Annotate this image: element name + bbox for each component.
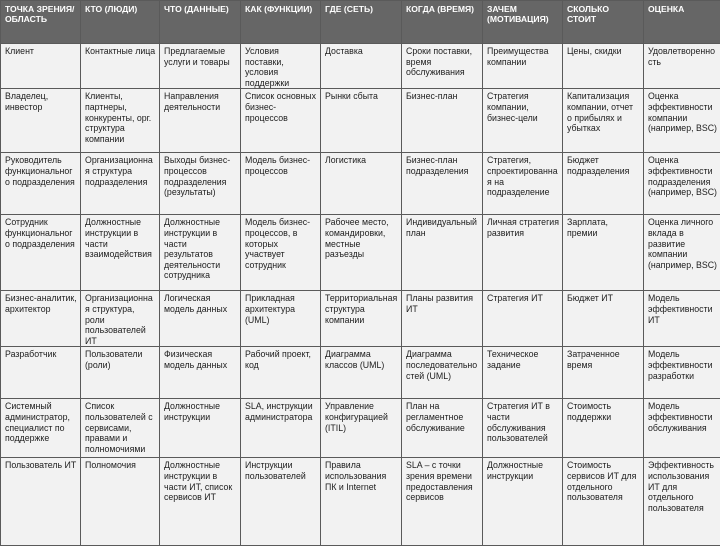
- header-row: [1, 1, 720, 44]
- table-cell: Сроки поставки, время обслуживания: [402, 44, 483, 89]
- table-cell: Список пользователей с сервисами, правами и полномочиями: [81, 399, 160, 458]
- row-header-cell: Системный администратор, специалист по поддержке: [1, 399, 81, 458]
- table-cell: Пользователи (роли): [81, 347, 160, 399]
- row-header-cell: Владелец, инвестор: [1, 89, 81, 153]
- table-cell: Должностные инструкции: [160, 399, 241, 458]
- table-cell: Стратегия ИТ в части обслуживания пользователей: [483, 399, 563, 458]
- table-cell: Организационная структура подразделения: [81, 153, 160, 215]
- row-header-cell: Сотрудник функционального подразделения: [1, 215, 81, 291]
- table-cell: Оценка эффективности подразделения (например, BSC): [644, 153, 720, 215]
- table-cell: Модель эффективности разработки: [644, 347, 720, 399]
- table-cell: Капитализация компании, отчет о прибылях и убытках: [563, 89, 644, 153]
- table-cell: Должностные инструкции в части взаимодействия: [81, 215, 160, 291]
- table-row: [1, 153, 720, 215]
- table-cell: Управление конфигурацией (ITIL): [321, 399, 402, 458]
- table-cell: Контактные лица: [81, 44, 160, 89]
- table-cell: Личная стратегия развития: [483, 215, 563, 291]
- table-cell: Цены, скидки: [563, 44, 644, 89]
- table-cell: Стратегия, спроектированная на подразделение: [483, 153, 563, 215]
- row-header-cell: Клиент: [1, 44, 81, 89]
- header-why: ЗАЧЕМ (МОТИВАЦИЯ): [483, 1, 563, 44]
- table-cell: Инструкции пользователей: [241, 458, 321, 546]
- table-cell: Физическая модель данных: [160, 347, 241, 399]
- table-cell: Планы развития ИТ: [402, 291, 483, 347]
- table-cell: Организационная структура, роли пользователей ИТ: [81, 291, 160, 347]
- table-cell: Стоимость поддержки: [563, 399, 644, 458]
- table-cell: Оценка личного вклада в развитие компании (например, BSC): [644, 215, 720, 291]
- table-row: [1, 44, 720, 89]
- table-cell: Техническое задание: [483, 347, 563, 399]
- table-cell: Диаграмма классов (UML): [321, 347, 402, 399]
- table-cell: Модель эффективности ИТ: [644, 291, 720, 347]
- header-who: КТО (ЛЮДИ): [81, 1, 160, 44]
- table-cell: Направления деятельности: [160, 89, 241, 153]
- row-header-cell: Руководитель функционального подразделения: [1, 153, 81, 215]
- table-cell: План на регламентное обслуживание: [402, 399, 483, 458]
- table-cell: Стратегия компании, бизнес-цели: [483, 89, 563, 153]
- table-cell: Прикладная архитектура (UML): [241, 291, 321, 347]
- table-cell: Логистика: [321, 153, 402, 215]
- table-cell: Бюджет подразделения: [563, 153, 644, 215]
- table-row: [1, 89, 720, 153]
- row-header-cell: Пользователь ИТ: [1, 458, 81, 546]
- header-when: КОГДА (ВРЕМЯ): [402, 1, 483, 44]
- table-cell: Правила использования ПК и Internet: [321, 458, 402, 546]
- table-cell: Должностные инструкции в части ИТ, список сервисов ИТ: [160, 458, 241, 546]
- table-cell: Бюджет ИТ: [563, 291, 644, 347]
- header-evaluation: ОЦЕНКА: [644, 1, 720, 44]
- table-cell: Доставка: [321, 44, 402, 89]
- table-cell: Индивидуальный план: [402, 215, 483, 291]
- table-cell: Зарплата, премии: [563, 215, 644, 291]
- table-cell: Стоимость сервисов ИТ для отдельного пользователя: [563, 458, 644, 546]
- table-row: [1, 347, 720, 399]
- table-row: [1, 458, 720, 546]
- table-row: [1, 291, 720, 347]
- table-cell: Рынки сбыта: [321, 89, 402, 153]
- header-where: ГДЕ (СЕТЬ): [321, 1, 402, 44]
- table-cell: Модель бизнес-процессов: [241, 153, 321, 215]
- row-header-cell: Бизнес-аналитик, архитектор: [1, 291, 81, 347]
- row-header-cell: Разработчик: [1, 347, 81, 399]
- table-cell: SLA, инструкции администратора: [241, 399, 321, 458]
- table-row: [1, 215, 720, 291]
- table-row: [1, 399, 720, 458]
- table-cell: Оценка эффективности компании (например, BSC): [644, 89, 720, 153]
- header-how: КАК (ФУНКЦИИ): [241, 1, 321, 44]
- table-cell: Полномочия: [81, 458, 160, 546]
- table-cell: Предлагаемые услуги и товары: [160, 44, 241, 89]
- header-viewpoint: ТОЧКА ЗРЕНИЯ/ ОБЛАСТЬ: [1, 1, 81, 44]
- table-cell: Эффективность использования ИТ для отдельного пользователя: [644, 458, 720, 546]
- table-cell: SLA – с точки зрения времени предоставления сервисов: [402, 458, 483, 546]
- table-cell: Стратегия ИТ: [483, 291, 563, 347]
- table-cell: Рабочее место, командировки, местные разъезды: [321, 215, 402, 291]
- table-cell: Логическая модель данных: [160, 291, 241, 347]
- header-what: ЧТО (ДАННЫЕ): [160, 1, 241, 44]
- table-cell: Модель эффективности обслуживания: [644, 399, 720, 458]
- header-cost: СКОЛЬКО СТОИТ: [563, 1, 644, 44]
- table-cell: Список основных бизнес-процессов: [241, 89, 321, 153]
- table-cell: Должностные инструкции в части результатов деятельности сотрудника: [160, 215, 241, 291]
- table-cell: Преимущества компании: [483, 44, 563, 89]
- table-cell: Удовлетворенность: [644, 44, 720, 89]
- table-cell: Выходы бизнес-процессов подразделения (результаты): [160, 153, 241, 215]
- table-cell: Бизнес-план подразделения: [402, 153, 483, 215]
- table-cell: Бизнес-план: [402, 89, 483, 153]
- table-cell: Должностные инструкции: [483, 458, 563, 546]
- table-cell: Затраченное время: [563, 347, 644, 399]
- table-cell: Клиенты, партнеры, конкуренты, орг. структура компании: [81, 89, 160, 153]
- table-cell: Условия поставки, условия поддержки: [241, 44, 321, 89]
- table-cell: Диаграмма последовательностей (UML): [402, 347, 483, 399]
- table-cell: Рабочий проект, код: [241, 347, 321, 399]
- table-cell: Территориальная структура компании: [321, 291, 402, 347]
- table-cell: Модель бизнес-процессов, в которых участвует сотрудник: [241, 215, 321, 291]
